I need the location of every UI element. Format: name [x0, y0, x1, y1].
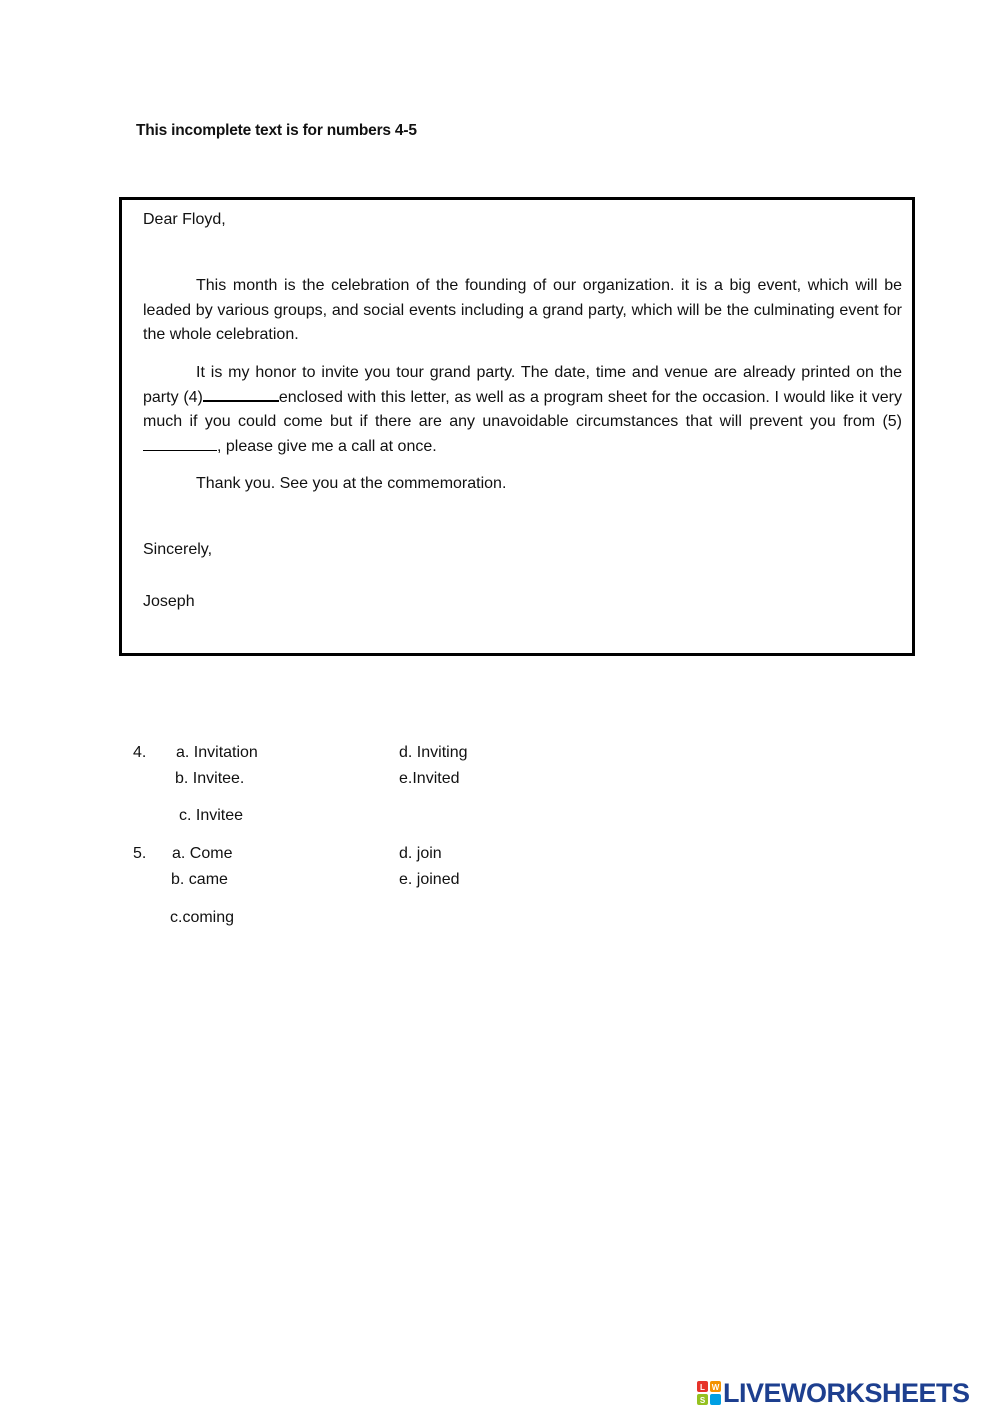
- letter-paragraph-1: This month is the celebration of the founding of our organization. it is a big event, which will be leaded by various groups, and social events including a grand party, which will be the culminating event for the whole celebration.: [143, 277, 902, 343]
- paragraph-2-text-2: enclosed with this letter, as well as a program sheet for the occasion. I would like it very much if you could come but if there are any unavoidable circumstances that will prevent you from (5): [143, 388, 902, 430]
- question-4-option-d[interactable]: d. Inviting: [399, 744, 468, 761]
- question-4-option-c[interactable]: c. Invitee: [179, 807, 244, 824]
- letter-closing: Sincerely,: [143, 541, 213, 558]
- letter-box: [119, 197, 915, 656]
- liveworksheets-logo: [697, 1378, 970, 1408]
- page-heading: This incomplete text is for numbers 4-5: [136, 122, 417, 139]
- paragraph-2-text-1: It is my honor to invite you tour grand party. The date, time and venue are already printed on the party (4): [143, 364, 902, 406]
- question-5-number: 5.: [133, 845, 147, 862]
- question-5-option-c[interactable]: c.coming: [170, 909, 235, 926]
- question-5-option-e[interactable]: e. joined: [399, 871, 460, 888]
- question-4-option-a[interactable]: a. Invitation: [176, 744, 258, 761]
- letter-salutation: Dear Floyd,: [143, 211, 226, 228]
- question-4-number: 4.: [133, 744, 147, 761]
- question-5-option-b[interactable]: b. came: [171, 871, 228, 888]
- question-4-option-b[interactable]: b. Invitee.: [175, 770, 245, 787]
- liveworksheets-logo-text: LIVEWORKSHEETS: [723, 1377, 970, 1408]
- paragraph-2-text-3: , please give me a call at once.: [217, 437, 437, 455]
- letter-signature: Joseph: [143, 593, 195, 610]
- blank-4[interactable]: [203, 386, 279, 402]
- blank-5[interactable]: [143, 436, 217, 451]
- svg-text:L: L: [700, 1383, 705, 1392]
- letter-paragraph-3: Thank you. See you at the commemoration.: [196, 475, 507, 492]
- letter-paragraph-2: [143, 361, 902, 459]
- question-5-option-d[interactable]: d. join: [399, 845, 442, 862]
- svg-text:W: W: [711, 1383, 720, 1392]
- question-5-option-a[interactable]: a. Come: [172, 845, 233, 862]
- question-4-option-e[interactable]: e.Invited: [399, 770, 460, 787]
- svg-text:S: S: [699, 1396, 706, 1405]
- liveworksheets-logo-icon: [697, 1381, 721, 1405]
